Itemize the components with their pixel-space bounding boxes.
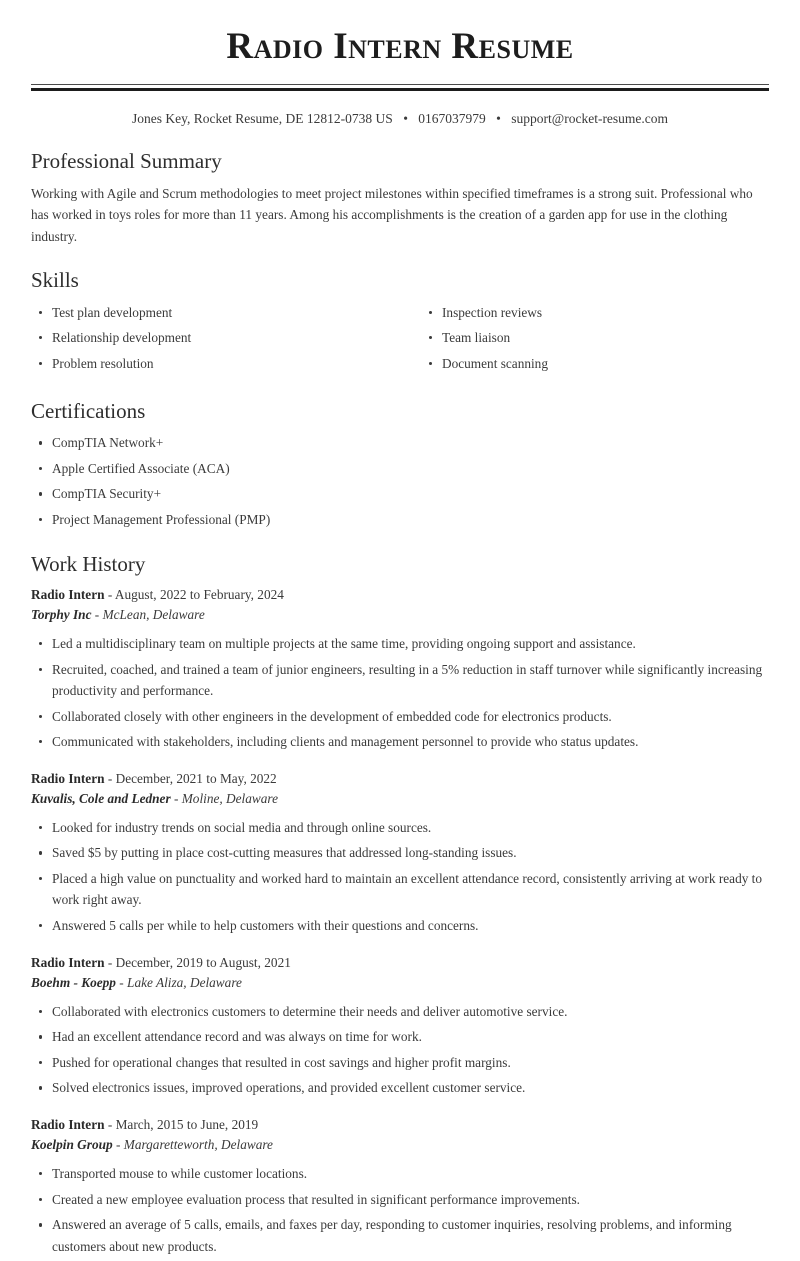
list-item: CompTIA Network+: [31, 432, 769, 454]
job-title: Radio Intern: [31, 586, 105, 602]
list-item: Collaborated with electronics customers to determine their needs and deliver automotive service.: [31, 1001, 769, 1023]
job-bullets: [31, 633, 769, 753]
company-location: Lake Aliza, Delaware: [127, 975, 242, 991]
job-bullets: [31, 817, 769, 937]
job-separator: -: [107, 770, 113, 786]
work-history-entry: [31, 953, 769, 1099]
work-history-entry: [31, 769, 769, 937]
work-history-entry: [31, 1115, 769, 1257]
list-item: Recruited, coached, and trained a team of junior engineers, resulting in a 5% reduction in staff turnover while significantly increasing productivity and performance.: [31, 659, 769, 702]
company-separator: -: [173, 791, 179, 807]
list-item: Inspection reviews: [421, 302, 769, 324]
job-header: [31, 585, 769, 606]
certifications-list: [31, 432, 769, 530]
section-skills: [31, 267, 769, 378]
list-item: Pushed for operational changes that resulted in cost savings and higher profit margins.: [31, 1052, 769, 1074]
section-heading-work-history: Work History: [31, 551, 146, 576]
header-divider: [31, 84, 769, 91]
company-name: Koelpin Group: [31, 1137, 113, 1153]
company-name: Boehm - Koepp: [31, 975, 116, 991]
company-location: McLean, Delaware: [102, 607, 205, 623]
section-heading-skills: Skills: [31, 268, 79, 293]
contact-address: Jones Key, Rocket Resume, DE 12812-0738 US: [131, 110, 393, 126]
skills-columns: [31, 302, 769, 379]
company-separator: -: [115, 1137, 121, 1153]
skills-list-left: [31, 302, 400, 375]
list-item: Test plan development: [31, 302, 400, 324]
list-item: Had an excellent attendance record and was always on time for work.: [31, 1026, 769, 1048]
list-item: Created a new employee evaluation process that resulted in significant performance improvements.: [31, 1189, 769, 1211]
company-name: Kuvalis, Cole and Ledner: [31, 791, 171, 807]
list-item: Placed a high value on punctuality and worked hard to maintain an excellent attendance record, consistently arriving at work ready to work right away.: [31, 868, 769, 911]
list-item: Team liaison: [421, 327, 769, 349]
company-location: Margaretteworth, Delaware: [123, 1137, 273, 1153]
list-item: Answered 5 calls per while to help customers with their questions and concerns.: [31, 915, 769, 937]
skills-column-right: [400, 302, 769, 379]
skills-list-right: [421, 302, 769, 375]
contact-separator-1: •: [403, 110, 408, 126]
company-header: [31, 789, 769, 810]
list-item: Document scanning: [421, 353, 769, 375]
contact-phone[interactable]: 0167037979: [418, 110, 486, 126]
contact-line: [31, 110, 769, 129]
list-item: Project Management Professional (PMP): [31, 509, 769, 531]
job-bullets: [31, 1163, 769, 1257]
summary-text: Working with Agile and Scrum methodologies to meet project milestones within specified timeframes is a strong suit. Professional who has worked in toys roles for more than 11 years. Among his accomplishments is the creation of a garden app for use in the clothing industry.: [31, 185, 753, 244]
job-separator: -: [107, 1116, 113, 1132]
section-professional-summary: [31, 148, 769, 247]
list-item: Transported mouse to while customer locations.: [31, 1163, 769, 1185]
company-location: Moline, Delaware: [181, 791, 278, 807]
list-item: Problem resolution: [31, 353, 400, 375]
page-title: Radio Intern Resume: [226, 26, 574, 67]
job-separator: -: [107, 954, 113, 970]
list-item: Communicated with stakeholders, including clients and management personnel to provide who status updates.: [31, 731, 769, 753]
company-name: Torphy Inc: [31, 607, 92, 623]
contact-email[interactable]: support@rocket-resume.com: [511, 110, 669, 126]
list-item: Led a multidisciplinary team on multiple projects at the same time, providing ongoing support and assistance.: [31, 633, 769, 655]
job-dates: December, 2021 to May, 2022: [115, 770, 277, 786]
section-heading-certifications: Certifications: [31, 399, 146, 424]
section-work-history: [31, 551, 769, 1258]
company-header: [31, 1135, 769, 1156]
job-dates: March, 2015 to June, 2019: [115, 1116, 259, 1132]
resume-page: [0, 26, 800, 1257]
job-bullets: [31, 1001, 769, 1099]
divider-line-thick: [31, 88, 769, 91]
work-history-entry: [31, 585, 769, 753]
job-title: Radio Intern: [31, 1116, 105, 1132]
company-separator: -: [94, 607, 100, 623]
list-item: Looked for industry trends on social media and through online sources.: [31, 817, 769, 839]
skills-column-left: [31, 302, 400, 379]
section-certifications: [31, 398, 769, 530]
job-title: Radio Intern: [31, 770, 105, 786]
company-header: [31, 605, 769, 626]
job-dates: August, 2022 to February, 2024: [114, 586, 284, 602]
list-item: Collaborated closely with other engineers in the development of embedded code for electronics products.: [31, 706, 769, 728]
list-item: Answered an average of 5 calls, emails, and faxes per day, responding to customer inquiries, resolving problems, and informing customers about new products.: [31, 1214, 769, 1257]
job-title: Radio Intern: [31, 954, 105, 970]
list-item: Solved electronics issues, improved operations, and provided excellent customer service.: [31, 1077, 769, 1099]
job-header: [31, 769, 769, 790]
section-heading-summary: Professional Summary: [31, 149, 222, 174]
company-header: [31, 973, 769, 994]
job-dates: December, 2019 to August, 2021: [115, 954, 291, 970]
job-header: [31, 953, 769, 974]
list-item: Saved $5 by putting in place cost-cutting measures that addressed long-standing issues.: [31, 842, 769, 864]
job-separator: -: [107, 586, 113, 602]
list-item: CompTIA Security+: [31, 483, 769, 505]
list-item: Relationship development: [31, 327, 400, 349]
list-item: Apple Certified Associate (ACA): [31, 458, 769, 480]
job-header: [31, 1115, 769, 1136]
company-separator: -: [119, 975, 124, 991]
contact-separator-2: •: [496, 110, 501, 126]
